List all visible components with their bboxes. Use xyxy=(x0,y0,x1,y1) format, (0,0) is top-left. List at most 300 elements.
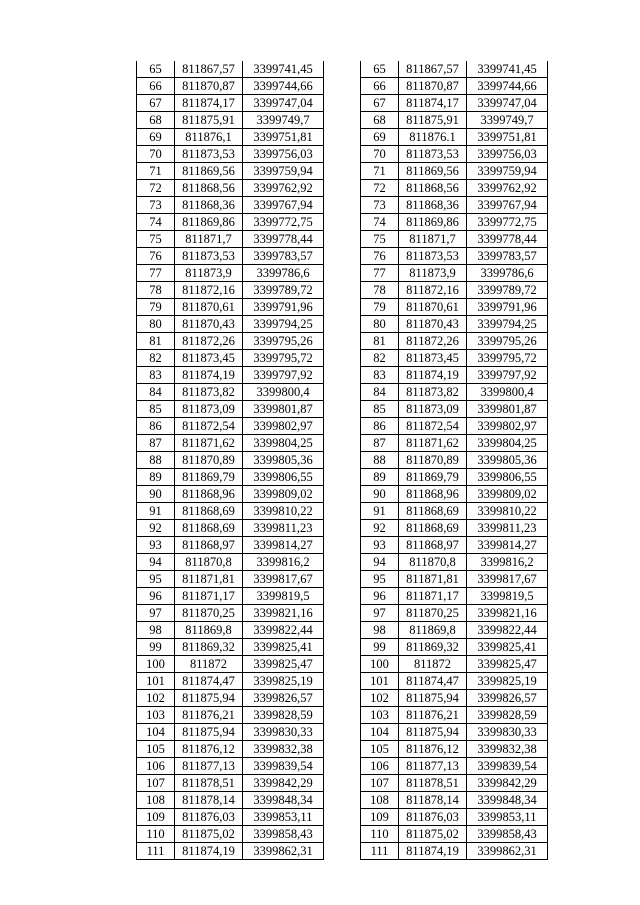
x-coordinate-cell: 811877,13 xyxy=(175,758,243,775)
point-number-cell: 95 xyxy=(137,571,175,588)
y-coordinate-cell: 3399756,03 xyxy=(243,146,324,163)
table-row xyxy=(361,316,548,333)
table-body-right xyxy=(361,61,548,860)
point-number-cell: 96 xyxy=(361,588,399,605)
y-coordinate-cell: 3399830,33 xyxy=(467,724,548,741)
point-number-cell: 110 xyxy=(361,826,399,843)
table-row xyxy=(361,384,548,401)
table-row xyxy=(137,248,324,265)
y-coordinate-cell: 3399747,04 xyxy=(467,95,548,112)
y-coordinate-cell: 3399842,29 xyxy=(467,775,548,792)
table-row xyxy=(137,418,324,435)
x-coordinate-cell: 811868,69 xyxy=(175,520,243,537)
y-coordinate-cell: 3399862,31 xyxy=(467,843,548,860)
point-number-cell: 101 xyxy=(361,673,399,690)
point-number-cell: 93 xyxy=(137,537,175,554)
y-coordinate-cell: 3399842,29 xyxy=(243,775,324,792)
table-row xyxy=(137,401,324,418)
point-number-cell: 65 xyxy=(137,61,175,78)
point-number-cell: 90 xyxy=(137,486,175,503)
x-coordinate-cell: 811870,43 xyxy=(399,316,467,333)
table-row xyxy=(361,486,548,503)
point-number-cell: 78 xyxy=(361,282,399,299)
point-number-cell: 89 xyxy=(137,469,175,486)
y-coordinate-cell: 3399759,94 xyxy=(467,163,548,180)
table-row xyxy=(137,571,324,588)
point-number-cell: 96 xyxy=(137,588,175,605)
point-number-cell: 72 xyxy=(361,180,399,197)
x-coordinate-cell: 811869,32 xyxy=(175,639,243,656)
point-number-cell: 75 xyxy=(137,231,175,248)
y-coordinate-cell: 3399786,6 xyxy=(243,265,324,282)
y-coordinate-cell: 3399853,11 xyxy=(467,809,548,826)
table-row xyxy=(361,231,548,248)
point-number-cell: 99 xyxy=(137,639,175,656)
point-number-cell: 83 xyxy=(137,367,175,384)
x-coordinate-cell: 811873,53 xyxy=(399,248,467,265)
x-coordinate-cell: 811869,8 xyxy=(399,622,467,639)
y-coordinate-cell: 3399794,25 xyxy=(243,316,324,333)
table-row xyxy=(361,265,548,282)
y-coordinate-cell: 3399791,96 xyxy=(467,299,548,316)
x-coordinate-cell: 811868,69 xyxy=(399,503,467,520)
x-coordinate-cell: 811874,19 xyxy=(175,367,243,384)
y-coordinate-cell: 3399767,94 xyxy=(243,197,324,214)
table-row xyxy=(137,61,324,78)
x-coordinate-cell: 811873,82 xyxy=(399,384,467,401)
table-row xyxy=(361,197,548,214)
x-coordinate-cell: 811869,8 xyxy=(175,622,243,639)
point-number-cell: 76 xyxy=(361,248,399,265)
point-number-cell: 90 xyxy=(361,486,399,503)
x-coordinate-cell: 811873,53 xyxy=(175,248,243,265)
x-coordinate-cell: 811876,12 xyxy=(399,741,467,758)
x-coordinate-cell: 811874,19 xyxy=(399,843,467,860)
point-number-cell: 66 xyxy=(361,78,399,95)
table-row xyxy=(361,282,548,299)
table-row xyxy=(361,401,548,418)
y-coordinate-cell: 3399791,96 xyxy=(243,299,324,316)
table-row xyxy=(361,350,548,367)
x-coordinate-cell: 811875,94 xyxy=(175,690,243,707)
y-coordinate-cell: 3399810,22 xyxy=(243,503,324,520)
point-number-cell: 73 xyxy=(361,197,399,214)
x-coordinate-cell: 811869,79 xyxy=(399,469,467,486)
table-row xyxy=(137,333,324,350)
y-coordinate-cell: 3399825,47 xyxy=(243,656,324,673)
table-row xyxy=(137,588,324,605)
point-number-cell: 109 xyxy=(137,809,175,826)
y-coordinate-cell: 3399825,19 xyxy=(467,673,548,690)
point-number-cell: 109 xyxy=(361,809,399,826)
point-number-cell: 76 xyxy=(137,248,175,265)
x-coordinate-cell: 811870,89 xyxy=(399,452,467,469)
table-row xyxy=(361,503,548,520)
y-coordinate-cell: 3399817,67 xyxy=(243,571,324,588)
point-number-cell: 87 xyxy=(361,435,399,452)
table-row xyxy=(361,707,548,724)
table-row xyxy=(137,656,324,673)
y-coordinate-cell: 3399767,94 xyxy=(467,197,548,214)
y-coordinate-cell: 3399848,34 xyxy=(467,792,548,809)
y-coordinate-cell: 3399789,72 xyxy=(467,282,548,299)
point-number-cell: 82 xyxy=(361,350,399,367)
x-coordinate-cell: 811876,03 xyxy=(175,809,243,826)
x-coordinate-cell: 811876,21 xyxy=(399,707,467,724)
x-coordinate-cell: 811878,51 xyxy=(175,775,243,792)
point-number-cell: 81 xyxy=(137,333,175,350)
point-number-cell: 71 xyxy=(137,163,175,180)
y-coordinate-cell: 3399858,43 xyxy=(243,826,324,843)
point-number-cell: 74 xyxy=(361,214,399,231)
table-body-left xyxy=(137,61,324,860)
x-coordinate-cell: 811875,02 xyxy=(399,826,467,843)
table-row xyxy=(361,333,548,350)
x-coordinate-cell: 811869,86 xyxy=(399,214,467,231)
x-coordinate-cell: 811871,7 xyxy=(175,231,243,248)
x-coordinate-cell: 811878,14 xyxy=(175,792,243,809)
table-row xyxy=(137,112,324,129)
y-coordinate-cell: 3399783,57 xyxy=(243,248,324,265)
x-coordinate-cell: 811868,97 xyxy=(399,537,467,554)
y-coordinate-cell: 3399741,45 xyxy=(467,61,548,78)
point-number-cell: 77 xyxy=(361,265,399,282)
x-coordinate-cell: 811876,21 xyxy=(175,707,243,724)
point-number-cell: 92 xyxy=(137,520,175,537)
x-coordinate-cell: 811867,57 xyxy=(175,61,243,78)
point-number-cell: 104 xyxy=(361,724,399,741)
x-coordinate-cell: 811876,12 xyxy=(175,741,243,758)
x-coordinate-cell: 811875,91 xyxy=(175,112,243,129)
table-row xyxy=(137,809,324,826)
x-coordinate-cell: 811869,56 xyxy=(175,163,243,180)
y-coordinate-cell: 3399795,72 xyxy=(243,350,324,367)
table-row xyxy=(361,163,548,180)
x-coordinate-cell: 811869,32 xyxy=(399,639,467,656)
table-row xyxy=(137,146,324,163)
x-coordinate-cell: 811875,94 xyxy=(399,724,467,741)
y-coordinate-cell: 3399821,16 xyxy=(467,605,548,622)
table-row xyxy=(361,571,548,588)
point-number-cell: 100 xyxy=(137,656,175,673)
x-coordinate-cell: 811874,17 xyxy=(399,95,467,112)
point-number-cell: 80 xyxy=(361,316,399,333)
x-coordinate-cell: 811871,81 xyxy=(175,571,243,588)
x-coordinate-cell: 811874,47 xyxy=(399,673,467,690)
table-row xyxy=(361,435,548,452)
table-row xyxy=(137,673,324,690)
point-number-cell: 105 xyxy=(137,741,175,758)
table-row xyxy=(361,214,548,231)
point-number-cell: 89 xyxy=(361,469,399,486)
table-row xyxy=(137,197,324,214)
x-coordinate-cell: 811872,16 xyxy=(175,282,243,299)
table-row xyxy=(361,724,548,741)
table-row xyxy=(137,350,324,367)
x-coordinate-cell: 811872,54 xyxy=(175,418,243,435)
y-coordinate-cell: 3399862,31 xyxy=(243,843,324,860)
table-row xyxy=(361,537,548,554)
table-row xyxy=(137,163,324,180)
point-number-cell: 88 xyxy=(361,452,399,469)
point-number-cell: 111 xyxy=(137,843,175,860)
y-coordinate-cell: 3399772,75 xyxy=(467,214,548,231)
table-row xyxy=(137,214,324,231)
x-coordinate-cell: 811876.1 xyxy=(399,129,467,146)
x-coordinate-cell: 811872,16 xyxy=(399,282,467,299)
y-coordinate-cell: 3399811,23 xyxy=(467,520,548,537)
y-coordinate-cell: 3399814,27 xyxy=(243,537,324,554)
table-row xyxy=(137,180,324,197)
table-row xyxy=(361,95,548,112)
table-row xyxy=(137,435,324,452)
table-row xyxy=(361,248,548,265)
y-coordinate-cell: 3399762,92 xyxy=(243,180,324,197)
point-number-cell: 105 xyxy=(361,741,399,758)
table-row xyxy=(137,452,324,469)
point-number-cell: 104 xyxy=(137,724,175,741)
y-coordinate-cell: 3399839,54 xyxy=(243,758,324,775)
point-number-cell: 70 xyxy=(137,146,175,163)
x-coordinate-cell: 811876,03 xyxy=(399,809,467,826)
y-coordinate-cell: 3399789,72 xyxy=(243,282,324,299)
point-number-cell: 92 xyxy=(361,520,399,537)
point-number-cell: 81 xyxy=(361,333,399,350)
point-number-cell: 98 xyxy=(361,622,399,639)
table-row xyxy=(137,384,324,401)
point-number-cell: 74 xyxy=(137,214,175,231)
point-number-cell: 69 xyxy=(137,129,175,146)
table-row xyxy=(137,622,324,639)
point-number-cell: 91 xyxy=(137,503,175,520)
x-coordinate-cell: 811870,43 xyxy=(175,316,243,333)
y-coordinate-cell: 3399747,04 xyxy=(243,95,324,112)
point-number-cell: 86 xyxy=(361,418,399,435)
y-coordinate-cell: 3399826,57 xyxy=(467,690,548,707)
x-coordinate-cell: 811875,91 xyxy=(399,112,467,129)
table-row xyxy=(361,758,548,775)
y-coordinate-cell: 3399825,47 xyxy=(467,656,548,673)
point-number-cell: 94 xyxy=(361,554,399,571)
x-coordinate-cell: 811878,51 xyxy=(399,775,467,792)
x-coordinate-cell: 811871,7 xyxy=(399,231,467,248)
table-row xyxy=(137,843,324,860)
y-coordinate-cell: 3399832,38 xyxy=(467,741,548,758)
table-row xyxy=(361,78,548,95)
x-coordinate-cell: 811872,26 xyxy=(399,333,467,350)
y-coordinate-cell: 3399804,25 xyxy=(243,435,324,452)
y-coordinate-cell: 3399817,67 xyxy=(467,571,548,588)
point-number-cell: 107 xyxy=(361,775,399,792)
point-number-cell: 97 xyxy=(137,605,175,622)
y-coordinate-cell: 3399826,57 xyxy=(243,690,324,707)
x-coordinate-cell: 811876,1 xyxy=(175,129,243,146)
x-coordinate-cell: 811871,62 xyxy=(175,435,243,452)
point-number-cell: 67 xyxy=(361,95,399,112)
table-row xyxy=(361,146,548,163)
y-coordinate-cell: 3399814,27 xyxy=(467,537,548,554)
x-coordinate-cell: 811872,26 xyxy=(175,333,243,350)
point-number-cell: 82 xyxy=(137,350,175,367)
x-coordinate-cell: 811868,96 xyxy=(399,486,467,503)
y-coordinate-cell: 3399800,4 xyxy=(243,384,324,401)
table-row xyxy=(361,61,548,78)
y-coordinate-cell: 3399822,44 xyxy=(243,622,324,639)
x-coordinate-cell: 811870,8 xyxy=(399,554,467,571)
table-row xyxy=(137,792,324,809)
y-coordinate-cell: 3399795,26 xyxy=(467,333,548,350)
y-coordinate-cell: 3399832,38 xyxy=(243,741,324,758)
table-row xyxy=(361,690,548,707)
y-coordinate-cell: 3399805,36 xyxy=(243,452,324,469)
point-number-cell: 103 xyxy=(361,707,399,724)
y-coordinate-cell: 3399756,03 xyxy=(467,146,548,163)
table-row xyxy=(137,741,324,758)
table-row xyxy=(361,741,548,758)
table-row xyxy=(137,299,324,316)
point-number-cell: 103 xyxy=(137,707,175,724)
x-coordinate-cell: 811870,87 xyxy=(175,78,243,95)
x-coordinate-cell: 811873,09 xyxy=(175,401,243,418)
y-coordinate-cell: 3399762,92 xyxy=(467,180,548,197)
y-coordinate-cell: 3399800,4 xyxy=(467,384,548,401)
x-coordinate-cell: 811868,69 xyxy=(399,520,467,537)
y-coordinate-cell: 3399801,87 xyxy=(467,401,548,418)
table-row xyxy=(361,180,548,197)
table-row xyxy=(137,316,324,333)
y-coordinate-cell: 3399786,6 xyxy=(467,265,548,282)
point-number-cell: 68 xyxy=(361,112,399,129)
table-row xyxy=(137,690,324,707)
point-number-cell: 72 xyxy=(137,180,175,197)
table-row xyxy=(137,724,324,741)
x-coordinate-cell: 811874,19 xyxy=(399,367,467,384)
table-row xyxy=(361,112,548,129)
point-number-cell: 78 xyxy=(137,282,175,299)
point-number-cell: 66 xyxy=(137,78,175,95)
y-coordinate-cell: 3399751,81 xyxy=(467,129,548,146)
point-number-cell: 73 xyxy=(137,197,175,214)
x-coordinate-cell: 811873,53 xyxy=(175,146,243,163)
point-number-cell: 65 xyxy=(361,61,399,78)
y-coordinate-cell: 3399759,94 xyxy=(243,163,324,180)
y-coordinate-cell: 3399741,45 xyxy=(243,61,324,78)
coordinates-table-right xyxy=(360,61,548,860)
point-number-cell: 84 xyxy=(137,384,175,401)
x-coordinate-cell: 811870,61 xyxy=(175,299,243,316)
x-coordinate-cell: 811873,45 xyxy=(399,350,467,367)
table-row xyxy=(137,554,324,571)
coordinates-table-left xyxy=(136,61,324,860)
point-number-cell: 97 xyxy=(361,605,399,622)
table-row xyxy=(361,622,548,639)
y-coordinate-cell: 3399749,7 xyxy=(243,112,324,129)
x-coordinate-cell: 811872,54 xyxy=(399,418,467,435)
y-coordinate-cell: 3399806,55 xyxy=(243,469,324,486)
point-number-cell: 67 xyxy=(137,95,175,112)
point-number-cell: 88 xyxy=(137,452,175,469)
x-coordinate-cell: 811868,36 xyxy=(175,197,243,214)
y-coordinate-cell: 3399830,33 xyxy=(243,724,324,741)
x-coordinate-cell: 811872 xyxy=(399,656,467,673)
table-row xyxy=(361,588,548,605)
table-row xyxy=(137,469,324,486)
x-coordinate-cell: 811871,17 xyxy=(399,588,467,605)
y-coordinate-cell: 3399825,19 xyxy=(243,673,324,690)
point-number-cell: 79 xyxy=(137,299,175,316)
point-number-cell: 95 xyxy=(361,571,399,588)
table-row xyxy=(361,554,548,571)
point-number-cell: 98 xyxy=(137,622,175,639)
table-row xyxy=(137,129,324,146)
point-number-cell: 99 xyxy=(361,639,399,656)
point-number-cell: 106 xyxy=(361,758,399,775)
table-row xyxy=(137,605,324,622)
x-coordinate-cell: 811868,36 xyxy=(399,197,467,214)
x-coordinate-cell: 811870,87 xyxy=(399,78,467,95)
table-row xyxy=(137,758,324,775)
table-row xyxy=(361,656,548,673)
table-row xyxy=(137,231,324,248)
point-number-cell: 71 xyxy=(361,163,399,180)
x-coordinate-cell: 811869,56 xyxy=(399,163,467,180)
x-coordinate-cell: 811870,25 xyxy=(399,605,467,622)
point-number-cell: 77 xyxy=(137,265,175,282)
x-coordinate-cell: 811868,56 xyxy=(175,180,243,197)
table-row xyxy=(137,486,324,503)
y-coordinate-cell: 3399825,41 xyxy=(243,639,324,656)
table-row xyxy=(361,639,548,656)
x-coordinate-cell: 811878,14 xyxy=(399,792,467,809)
y-coordinate-cell: 3399749,7 xyxy=(467,112,548,129)
x-coordinate-cell: 811874,19 xyxy=(175,843,243,860)
y-coordinate-cell: 3399819,5 xyxy=(243,588,324,605)
y-coordinate-cell: 3399816,2 xyxy=(467,554,548,571)
y-coordinate-cell: 3399822,44 xyxy=(467,622,548,639)
y-coordinate-cell: 3399819,5 xyxy=(467,588,548,605)
point-number-cell: 100 xyxy=(361,656,399,673)
y-coordinate-cell: 3399821,16 xyxy=(243,605,324,622)
table-row xyxy=(137,537,324,554)
point-number-cell: 85 xyxy=(137,401,175,418)
y-coordinate-cell: 3399797,92 xyxy=(467,367,548,384)
y-coordinate-cell: 3399858,43 xyxy=(467,826,548,843)
table-row xyxy=(361,792,548,809)
y-coordinate-cell: 3399795,26 xyxy=(243,333,324,350)
x-coordinate-cell: 811868,69 xyxy=(175,503,243,520)
point-number-cell: 83 xyxy=(361,367,399,384)
point-number-cell: 75 xyxy=(361,231,399,248)
y-coordinate-cell: 3399797,92 xyxy=(243,367,324,384)
y-coordinate-cell: 3399809,02 xyxy=(467,486,548,503)
table-row xyxy=(361,129,548,146)
table-row xyxy=(137,775,324,792)
table-row xyxy=(361,843,548,860)
point-number-cell: 107 xyxy=(137,775,175,792)
x-coordinate-cell: 811873,9 xyxy=(175,265,243,282)
x-coordinate-cell: 811870,61 xyxy=(399,299,467,316)
point-number-cell: 86 xyxy=(137,418,175,435)
point-number-cell: 111 xyxy=(361,843,399,860)
point-number-cell: 91 xyxy=(361,503,399,520)
table-row xyxy=(361,775,548,792)
x-coordinate-cell: 811870,8 xyxy=(175,554,243,571)
table-row xyxy=(361,809,548,826)
y-coordinate-cell: 3399783,57 xyxy=(467,248,548,265)
point-number-cell: 108 xyxy=(137,792,175,809)
table-row xyxy=(137,707,324,724)
point-number-cell: 108 xyxy=(361,792,399,809)
